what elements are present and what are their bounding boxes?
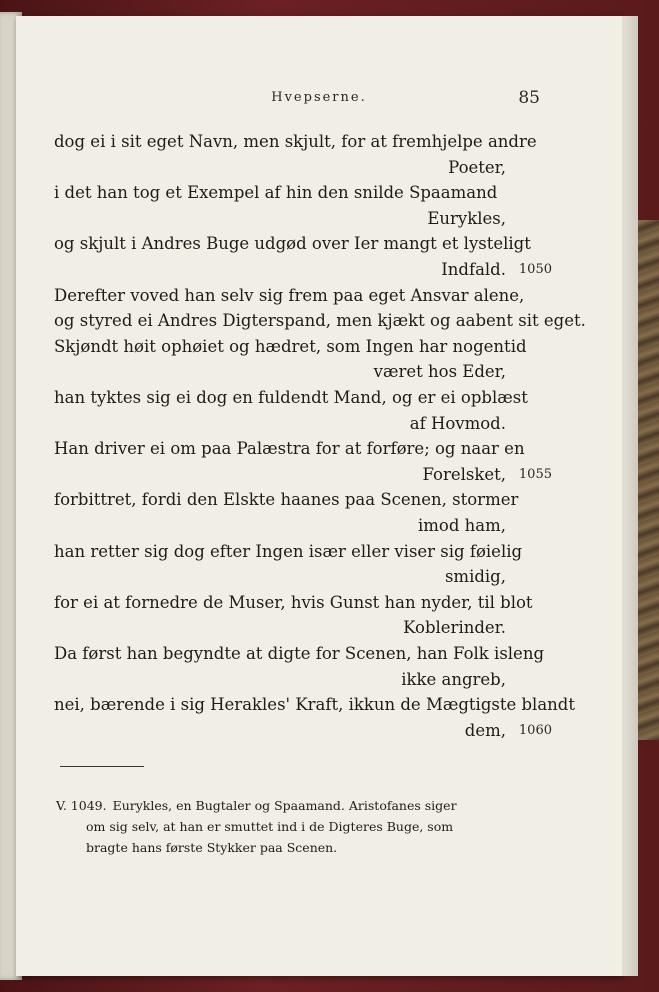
verse-line: været hos Eder, bbox=[373, 362, 506, 381]
footnote-text: Eurykles, en Bugtaler og Spaamand. Aristofanes siger bbox=[112, 798, 457, 813]
verse-line: Poeter, bbox=[448, 158, 506, 177]
verse-line: dog ei i sit eget Navn, men skjult, for at fremhjelpe andre bbox=[54, 132, 537, 151]
book-page bbox=[16, 16, 622, 976]
verse-line: han retter sig dog efter Ingen især eller viser sig føielig bbox=[54, 542, 523, 561]
verse-line: Forelsket, bbox=[422, 465, 506, 484]
footnote-label: V. 1049. bbox=[56, 798, 107, 813]
verse-line: og styred ei Andres Digterspand, men kjækt og aabent sit eget. bbox=[54, 311, 586, 330]
verse-line: Indfald. bbox=[441, 260, 506, 279]
verse-line: og skjult i Andres Buge udgød over Ier mangt et lysteligt bbox=[54, 234, 531, 253]
verse-line: dem, bbox=[464, 721, 506, 740]
footnote-line bbox=[56, 795, 496, 816]
verse-line: Han driver ei om paa Palæstra for at forføre; og naar en bbox=[54, 439, 525, 458]
verse-line: imod ham, bbox=[417, 516, 506, 535]
line-number: 1050 bbox=[518, 262, 552, 277]
footnote-line: bragte hans første Stykker paa Scenen. bbox=[86, 840, 338, 855]
verse-line: forbittret, fordi den Elskte haanes paa Scenen, stormer bbox=[54, 490, 519, 509]
verse-line: for ei at fornedre de Muser, hvis Gunst han nyder, til blot bbox=[54, 593, 533, 612]
verse-line: Koblerinder. bbox=[403, 618, 506, 637]
verse-line: han tyktes sig ei dog en fuldendt Mand, og er ei opblæst bbox=[54, 388, 528, 407]
line-number: 1055 bbox=[518, 467, 552, 482]
verse-line: smidig, bbox=[444, 567, 506, 586]
verse-line: af Hovmod. bbox=[409, 414, 506, 433]
verse-line: Derefter voved han selv sig frem paa eget Ansvar alene, bbox=[54, 286, 525, 305]
verse-line: ikke angreb, bbox=[401, 670, 506, 689]
page-number: 85 bbox=[518, 88, 540, 108]
verse-line: Eurykles, bbox=[427, 209, 506, 228]
verse-line: Da først han begyndte at digte for Scenen, han Folk isleng bbox=[54, 644, 545, 663]
running-head: Hvepserne. bbox=[271, 90, 367, 105]
verse-line: nei, bærende i sig Herakles' Kraft, ikkun de Mægtigste blandt bbox=[54, 695, 575, 714]
footnote-line: om sig selv, at han er smuttet ind i de Digteres Buge, som bbox=[86, 819, 454, 834]
verse-line: i det han tog et Exempel af hin den snilde Spaamand bbox=[54, 183, 498, 202]
line-number: 1060 bbox=[518, 723, 552, 738]
footnote-rule bbox=[60, 766, 144, 767]
verse-line: Skjøndt høit ophøiet og hædret, som Ingen har nogentid bbox=[54, 337, 527, 356]
page-block-edge bbox=[622, 16, 638, 976]
